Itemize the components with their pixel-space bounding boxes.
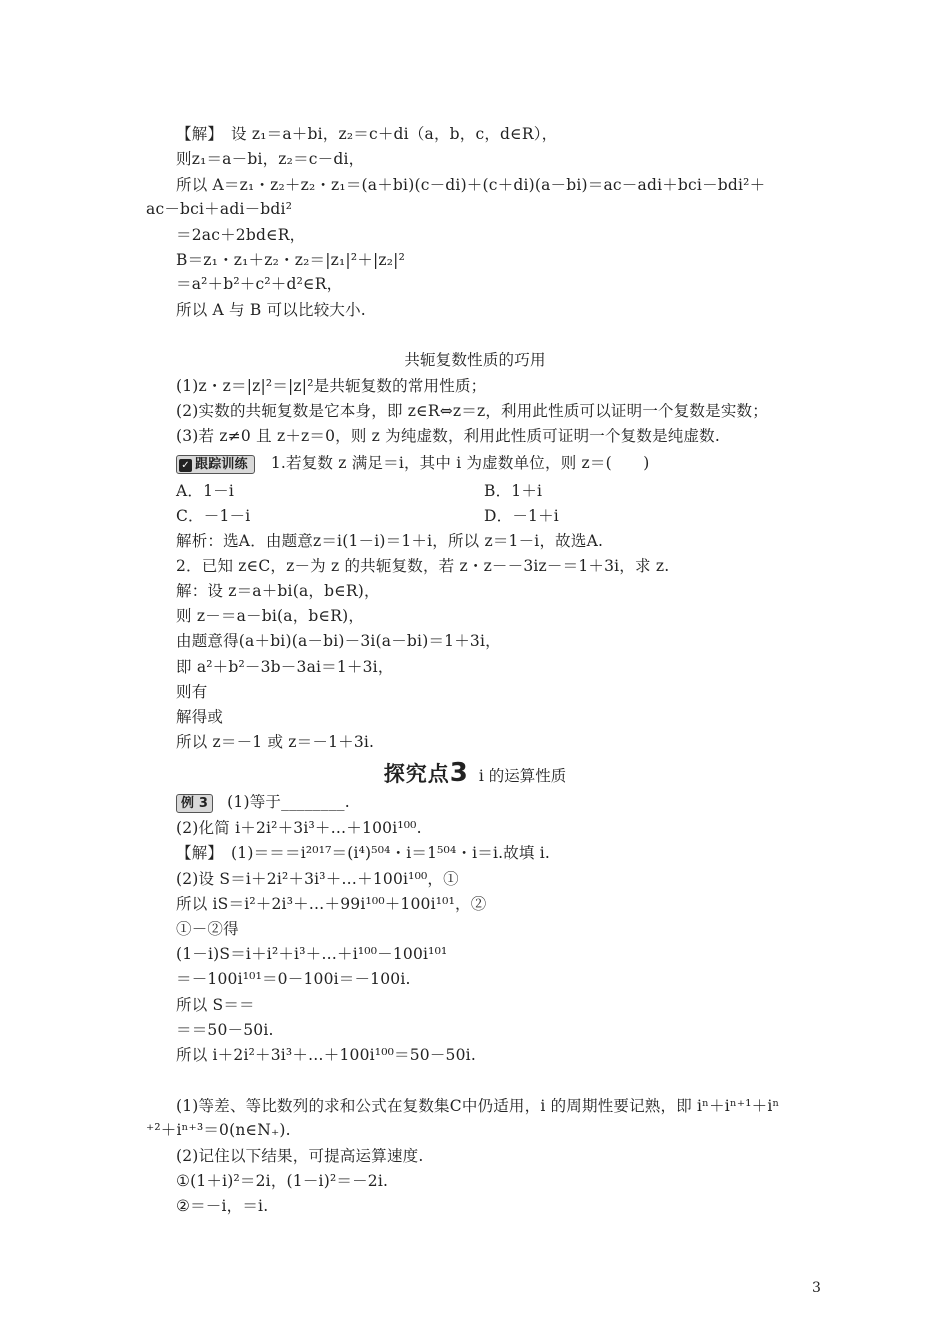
note-line: (2)记住以下结果，可提高运算速度.	[176, 1147, 424, 1165]
option-b: B．1＋i	[484, 482, 543, 500]
solution-line: B＝z₁・z₁＋z₂・z₂＝|z₁|²＋|z₂|²	[176, 251, 405, 269]
note-line: ⁺²＋iⁿ⁺³＝0(n∈N₊).	[146, 1121, 291, 1139]
exercise-question: 1.若复数 z 满足＝i，其中 i 为虚数单位，则 z＝( )	[270, 454, 650, 472]
solution-line: 解：设 z＝a＋bi(a，b∈R)，	[176, 582, 380, 600]
note-line: ②＝－i，＝i.	[176, 1197, 269, 1215]
solution-line: ＝2ac＋2bd∈R，	[176, 226, 306, 244]
section-title: 共轭复数性质的巧用	[404, 351, 546, 369]
solution-line: 即 a²＋b²－3b－3ai＝1＋3i，	[176, 658, 394, 676]
solution-line: 则 z－＝a－bi(a，b∈R)，	[176, 607, 365, 625]
option-a: A．1－i	[176, 482, 235, 500]
solution-line: ＝a²＋b²＋c²＋d²∈R，	[176, 275, 343, 293]
solution-line: 则有	[176, 683, 208, 701]
check-icon: ✓	[179, 459, 192, 472]
solution-line: (1－i)S＝i＋i²＋i³＋…＋i¹⁰⁰－100i¹⁰¹	[176, 945, 448, 963]
solution-line: 【解】 (1)＝＝＝i²⁰¹⁷＝(i⁴)⁵⁰⁴・i＝1⁵⁰⁴・i＝i.故填 i.	[176, 844, 551, 862]
solution-line: ＝＝50－50i.	[176, 1021, 274, 1039]
heading-label: 探究点3	[383, 758, 469, 788]
solution-line: 则z₁＝a－bi，z₂＝c－di，	[176, 150, 365, 168]
page-number: 3	[812, 1280, 821, 1296]
solution-line: 【解】 设 z₁＝a＋bi，z₂＝c＋di（a，b，c，d∈R），	[176, 125, 558, 143]
solution-line: 所以 S＝＝	[176, 996, 255, 1014]
note-line: ①(1＋i)²＝2i，(1－i)²＝－2i.	[176, 1172, 389, 1190]
exercise-line	[176, 453, 649, 474]
solution-line: 所以 A 与 B 可以比较大小.	[176, 301, 366, 319]
solution-line: ①－②得	[176, 920, 239, 938]
solution-line: (2)设 S＝i＋2i²＋3i³＋…＋100i¹⁰⁰，①	[176, 870, 459, 888]
solution-line: 所以 A＝z₁・z₂＋z₂・z₁＝(a＋bi)(c－di)＋(c＋di)(a－bi)＝ac－adi＋bci－bdi²＋	[176, 176, 766, 194]
property-line: (1)z・z＝|z|²＝|z|²是共轭复数的常用性质；	[176, 377, 487, 395]
solution-line: 所以 i＋2i²＋3i³＋…＋100i¹⁰⁰＝50－50i.	[176, 1046, 476, 1064]
solution-line: 所以 iS＝i²＋2i³＋…＋99i¹⁰⁰＋100i¹⁰¹，②	[176, 895, 487, 913]
example-line: (2)化简 i＋2i²＋3i³＋…＋100i¹⁰⁰.	[176, 819, 422, 837]
solution-line: 由题意得(a＋bi)(a－bi)－3i(a－bi)＝1＋3i，	[176, 632, 501, 650]
property-line: (2)实数的共轭复数是它本身，即 z∈R⇔z＝z，利用此性质可以证明一个复数是实数；	[176, 402, 768, 420]
exercise-line: 2．已知 z∈C，z－为 z 的共轭复数，若 z・z－－3iz－＝1＋3i，求 z.	[176, 557, 670, 575]
solution-line: 解得或	[176, 708, 224, 726]
option-c: C．－1－i	[176, 507, 251, 525]
section-heading	[0, 758, 950, 788]
analysis-line: 解析：选A．由题意z＝i(1－i)＝1＋i，所以 z＝1－i，故选A.	[176, 532, 604, 550]
property-line: (3)若 z≠0 且 z＋z＝0，则 z 为纯虚数，利用此性质可证明一个复数是纯虚数.	[176, 427, 720, 445]
example-line	[176, 792, 350, 813]
note-line: (1)等差、等比数列的求和公式在复数集C中仍适用，i 的周期性要记熟，即 iⁿ＋iⁿ⁺¹＋iⁿ	[176, 1097, 780, 1115]
follow-up-training-badge	[176, 455, 255, 474]
heading-subtitle: i 的运算性质	[478, 767, 567, 785]
options-row	[176, 506, 776, 526]
solution-line: 所以 z＝－1 或 z＝－1＋3i.	[176, 733, 375, 751]
example-badge: 例 3	[176, 794, 213, 813]
solution-line: ＝－100i¹⁰¹＝0－100i＝－100i.	[176, 970, 411, 988]
example-question: (1)等于________.	[227, 793, 350, 811]
badge-label: 跟踪训练	[195, 457, 248, 472]
options-row	[176, 481, 776, 501]
solution-line: ac－bci＋adi－bdi²	[146, 200, 293, 218]
option-d: D．－1＋i	[484, 507, 559, 525]
